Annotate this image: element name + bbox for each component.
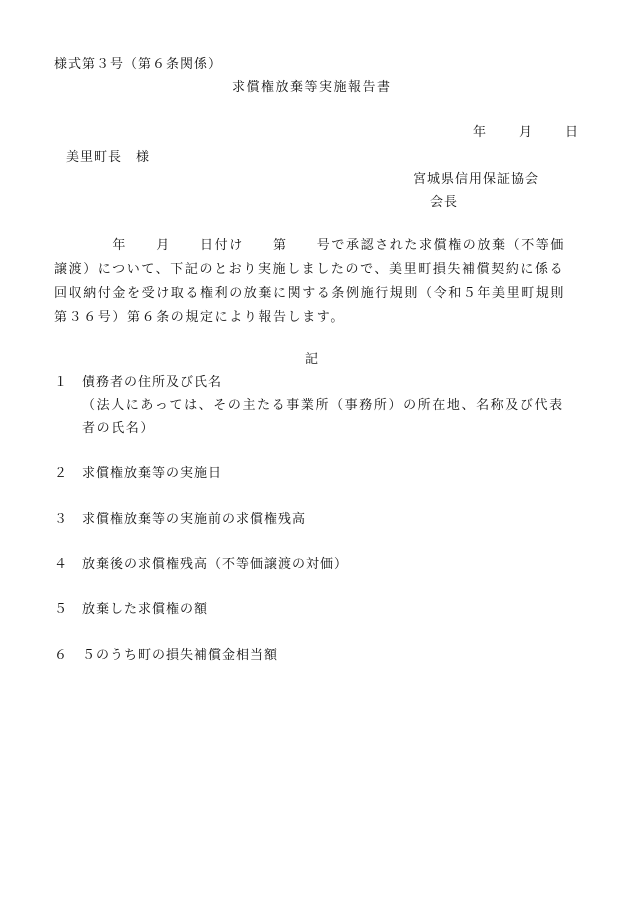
sender-organization: 宮城県信用保証協会	[413, 172, 540, 187]
item-number: ４	[54, 557, 69, 572]
item-text: ５のうち町の損失補償金相当額	[82, 648, 279, 663]
addressee: 美里町長 様	[66, 150, 151, 165]
date-day-label: 日	[565, 125, 580, 140]
item-number: ６	[54, 648, 69, 663]
date-month-label: 月	[519, 125, 534, 140]
item-text: 放棄後の求償権残高（不等価譲渡の対価）	[82, 557, 349, 572]
date-line	[473, 126, 579, 139]
list-item	[54, 649, 278, 662]
document-title: 求償権放棄等実施報告書	[232, 80, 392, 95]
item-number: ５	[54, 602, 69, 617]
item-number: ２	[54, 466, 69, 481]
body-line: 譲渡）について、下記のとおり実施しましたので、美里町損失補償契約に係る	[54, 262, 565, 277]
list-item	[54, 513, 306, 526]
item-text: 放棄した求償権の額	[82, 602, 209, 617]
item-note-line: 者の氏名）	[82, 421, 156, 436]
list-item	[54, 558, 348, 571]
ki-heading: 記	[305, 352, 320, 367]
item-text: 求償権放棄等の実施前の求償権残高	[82, 512, 307, 527]
item-number: １	[54, 375, 69, 390]
item-text: 求償権放棄等の実施日	[82, 466, 223, 481]
item-number: ３	[54, 512, 69, 527]
body-paragraph	[54, 239, 584, 335]
list-item	[54, 467, 222, 480]
item-text: 債務者の住所及び氏名	[82, 375, 223, 390]
body-line: 第３６号）第６条の規定により報告します。	[54, 310, 345, 325]
body-line: 回収納付金を受け取る権利の放棄に関する条例施行規則（令和５年美里町規則	[54, 286, 566, 301]
sender-title: 会長	[430, 195, 459, 210]
item-note-line: （法人にあっては、その主たる事業所（事務所）の所在地、名称及び代表	[82, 398, 564, 413]
list-item	[54, 376, 222, 389]
form-number: 様式第３号（第６条関係）	[54, 57, 223, 72]
list-item	[54, 603, 208, 616]
body-line: 年 月 日付け 第 号で承認された求償権の放棄（不等価	[54, 238, 566, 253]
date-year-label: 年	[473, 125, 488, 140]
